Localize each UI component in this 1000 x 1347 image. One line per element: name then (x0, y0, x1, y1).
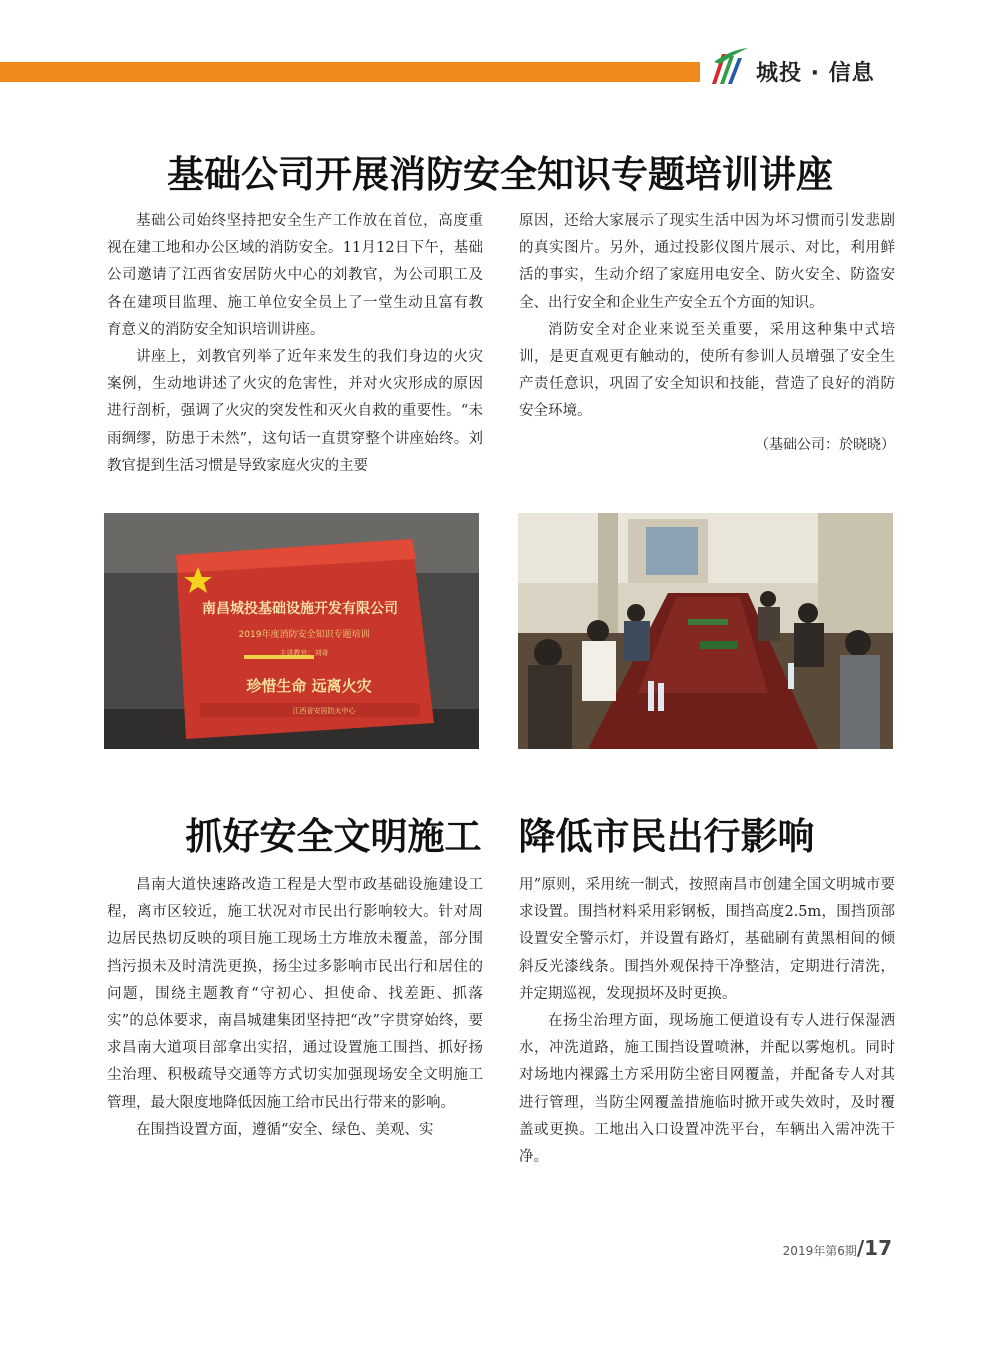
section-name: 城投 · 信息 (756, 61, 875, 86)
paragraph: 在围挡设置方面，遵循“安全、绿色、美观、实 (136, 1121, 434, 1138)
page-footer (783, 1236, 892, 1260)
article2-title: 抓好安全文明施工 降低市民出行影响 (185, 815, 815, 858)
slide-lecturer-text: 主讲教官：刘奇 (279, 649, 329, 657)
paragraph: 消防安全对企业来说至关重要，采用这种集中式培训，是更直观更有触动的，使所有参训人员增强了安全生产责任意识，巩固了安全知识和技能，营造了良好的消防安全环境。 (519, 321, 895, 420)
paragraph: 讲座上，刘教官列举了近年来发生的我们身边的火灾案例，生动地讲述了火灾的危害性，并对火灾形成的原因进行剖析，强调了火灾的突发性和灭火自救的重要性。“未雨绸缪，防患于未然”，这句话一直贯穿整个讲座始终。刘教官提到生活习惯是导致家庭火灾的主要 (107, 349, 483, 474)
slide-company-text: 南昌城投基础设施开发有限公司 (202, 601, 398, 617)
paragraph: 用”原则，采用统一制式，按照南昌市创建全国文明城市要求设置。围挡材料采用彩钢板，围挡高度2.5m，围挡顶部设置安全警示灯，并设置有路灯，基础刷有黄黑相间的倾斜反光漆线条。围挡外观保持干净整洁，定期进行清洗，并定期巡视，发现损坏及时更换。 (519, 877, 895, 1002)
page-number: /17 (856, 1236, 892, 1260)
slide-subtitle-text: 2019年度消防安全知识专题培训 (238, 630, 370, 640)
byline: （基础公司：於晓晓） (755, 436, 895, 453)
issue-label: 2019年第6期 (782, 1244, 857, 1258)
header-accent-bar (0, 62, 700, 82)
paragraph: 原因，还给大家展示了现实生活中因为坏习惯而引发悲剧的真实图片。另外，通过投影仪图片展示、对比，利用鲜活的事实，生动介绍了家庭用电安全、防火安全、防盗安全、出行安全和企业生产安全五个方面的知识。 (519, 213, 895, 311)
city-investment-logo-icon (708, 46, 750, 86)
slide-org-text: 江西省安居防火中心 (292, 707, 356, 715)
paragraph: 基础公司始终坚持把安全生产工作放在首位，高度重视在建工地和办公区域的消防安全。11月12日下午，基础公司邀请了江西省安居防火中心的刘教官，为公司职工及各在建项目监理、施工单位安全员上了一堂生动且富有教育意义的消防安全知识培训讲座。 (107, 213, 483, 338)
slide-slogan-text: 珍惜生命 远离火灾 (246, 677, 372, 695)
paragraph: 昌南大道快速路改造工程是大型市政基础设施建设工程，离市区较近，施工状况对市民出行影响较大。针对周边居民热切反映的项目施工现场土方堆放未覆盖，部分围挡污损未及时清洗更换，扬尘过多影响市民出行和居住的问题，围绕主题教育“守初心、担使命、找差距、抓落实”的总体要求，南昌城建集团坚持把“改”字贯穿始终，要求昌南大道项目部拿出实招，通过设置施工围挡、抓好扬尘治理、积极疏导交通等方式切实加强现场安全文明施工管理，最大限度地降低因施工给市民出行带来的影响。 (107, 877, 483, 1111)
article1-right-column (519, 208, 895, 459)
article2-right-column (519, 872, 895, 1171)
article1-title: 基础公司开展消防安全知识专题培训讲座 (167, 153, 833, 196)
article2-left-column (107, 872, 483, 1144)
paragraph: 在扬尘治理方面，现场施工便道设有专人进行保湿洒水，冲洗道路，施工围挡设置喷淋，并配以雾炮机。同时对场地内裸露土方采用防尘密目网覆盖，并配备专人对其进行管理，当防尘网覆盖措施临时掀开或失效时，及时覆盖或更换。工地出入口设置冲洗平台，车辆出入需冲洗干净。 (519, 1013, 895, 1166)
article1-left-column (107, 208, 483, 480)
meeting-room-photo (518, 513, 893, 749)
lecture-slide-photo (104, 513, 479, 749)
